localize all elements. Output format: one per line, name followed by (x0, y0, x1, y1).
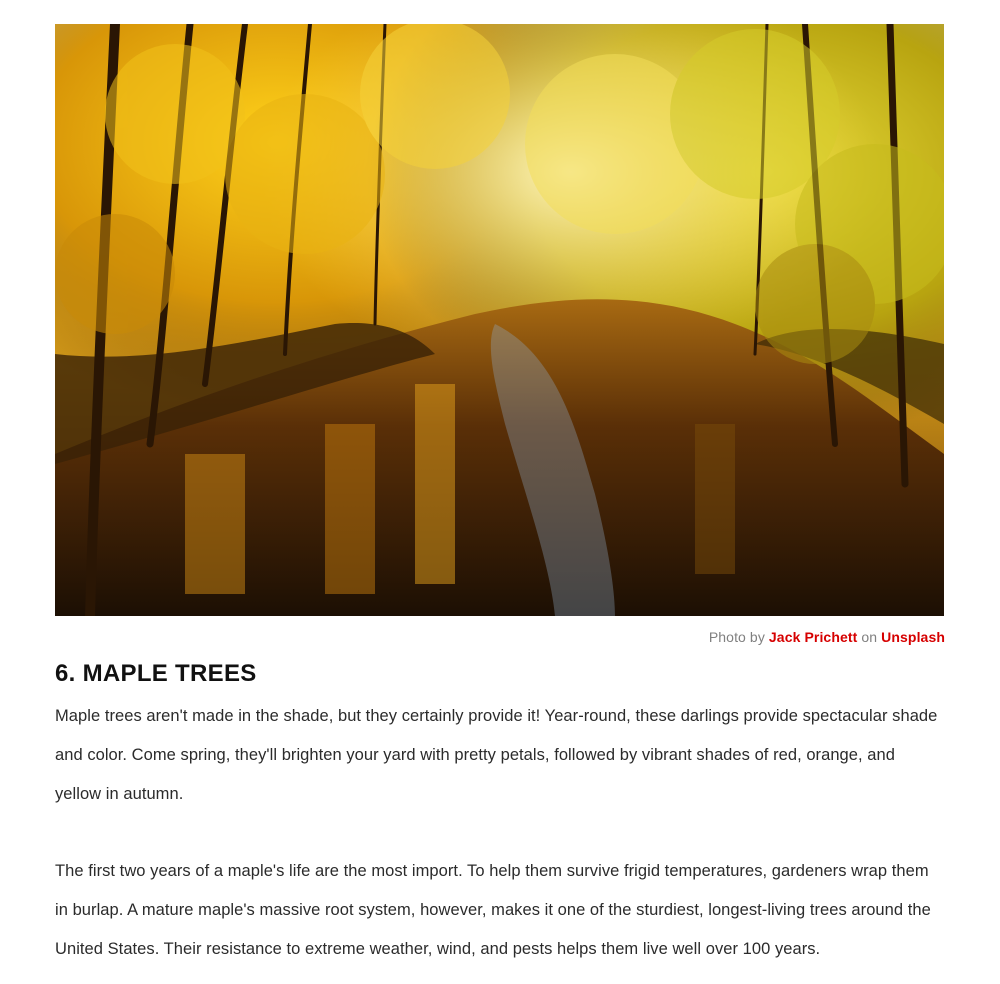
unsplash-link[interactable]: Unsplash (881, 629, 945, 645)
photo-credit (55, 629, 945, 645)
article (55, 24, 945, 969)
section-heading: 6. MAPLE TREES (55, 660, 257, 687)
autumn-river-photo (55, 24, 944, 616)
photo-image (55, 24, 944, 616)
photographer-link[interactable]: Jack Prichett (768, 629, 858, 645)
paragraph-care: The first two years of a maple's life are the most import. To help them survive frigid temperatures, gardeners wrap them in burlap. A mature maple's massive root system, however, makes it one of the sturdiest, longest-living trees around the United States. Their resistance to extreme weather, wind, and pests helps them live well over 100 years. (55, 862, 931, 958)
photo-credit-middle: on (861, 629, 878, 645)
paragraph-intro: Maple trees aren't made in the shade, but they certainly provide it! Year-round, these darlings provide spectacular shade and color. Come spring, they'll brighten your yard with pretty petals, followed by vibrant shades of red, orange, and yellow in autumn. (55, 707, 938, 803)
photo-credit-prefix: Photo by (708, 629, 765, 645)
